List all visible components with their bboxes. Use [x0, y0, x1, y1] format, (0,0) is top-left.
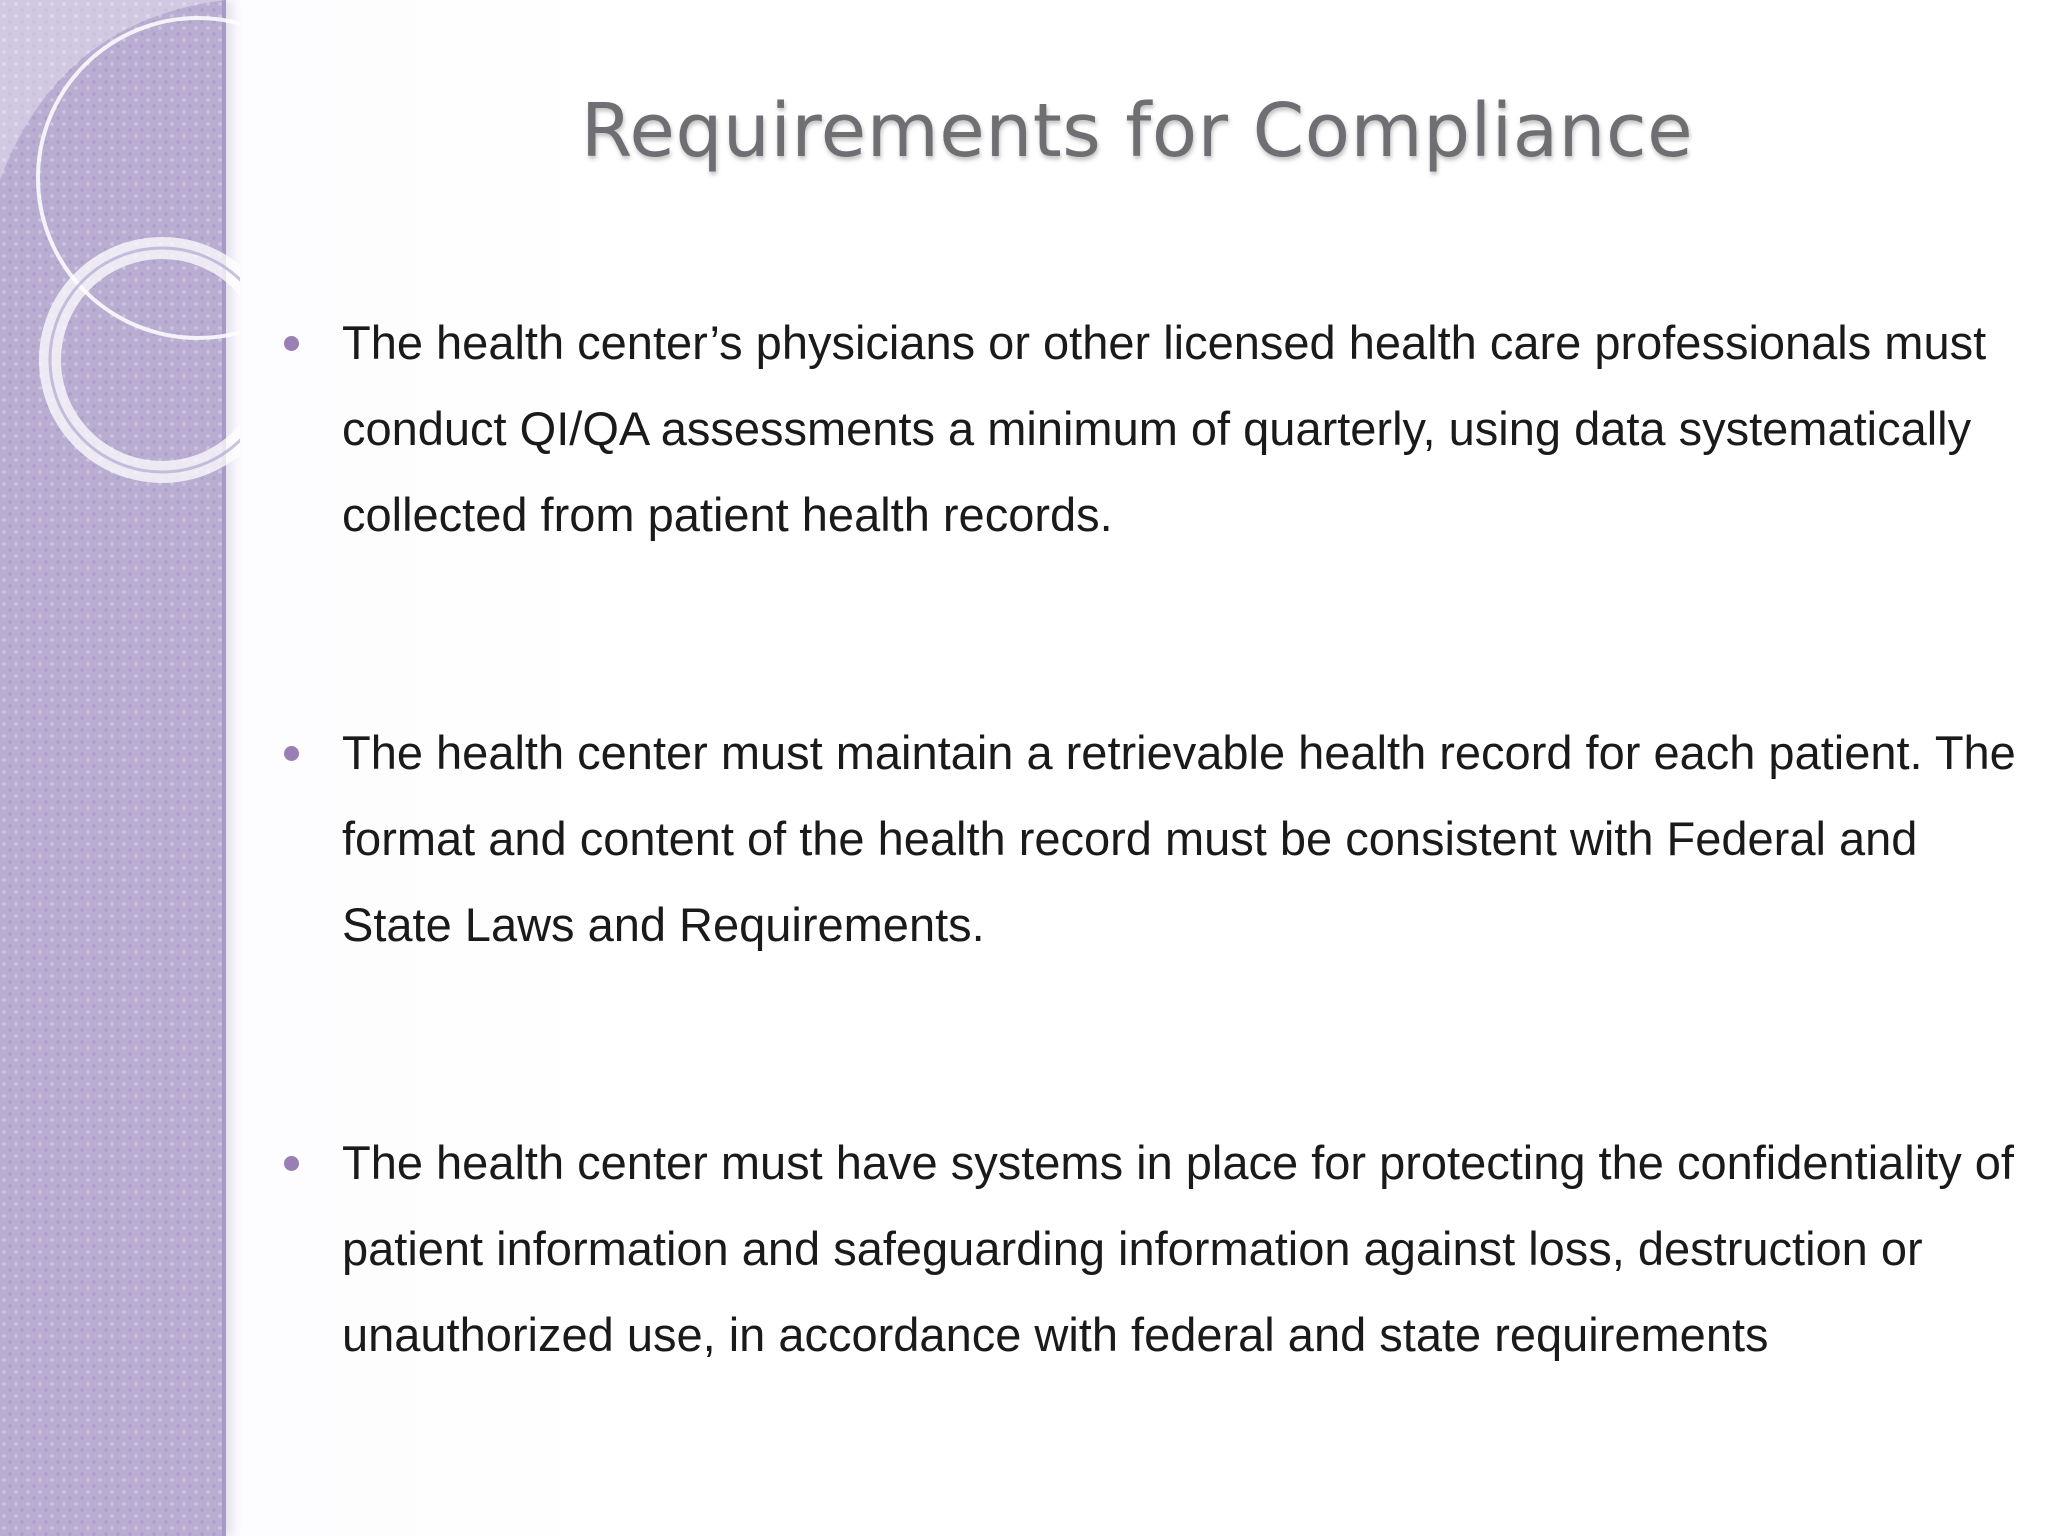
bullet-item: [280, 710, 2020, 968]
bullet-dot-icon: [284, 1156, 299, 1171]
slide-title: Requirements for Compliance: [580, 88, 1694, 174]
bullet-text: The health center’s physicians or other licensed health care professionals must conduct QI/QA assessments a minimum of quarterly, using data systematically collected from patient health records.: [342, 316, 1987, 541]
bullet-text: The health center must have systems in place for protecting the confidentiality of patient information and safeguarding information against loss, destruction or unauthorized use, in accordance with federal and state requirements: [342, 1136, 2014, 1361]
bullet-text: The health center must maintain a retrievable health record for each patient. The format and content of the health record must be consistent with Federal and State Laws and Requirements.: [342, 726, 2016, 951]
decorative-rings: [0, 0, 240, 500]
bullet-list: [280, 300, 2020, 1530]
bullet-item: [280, 300, 2020, 558]
bullet-dot-icon: [284, 746, 299, 761]
bullet-item: [280, 1120, 2020, 1378]
bullet-dot-icon: [284, 336, 299, 351]
